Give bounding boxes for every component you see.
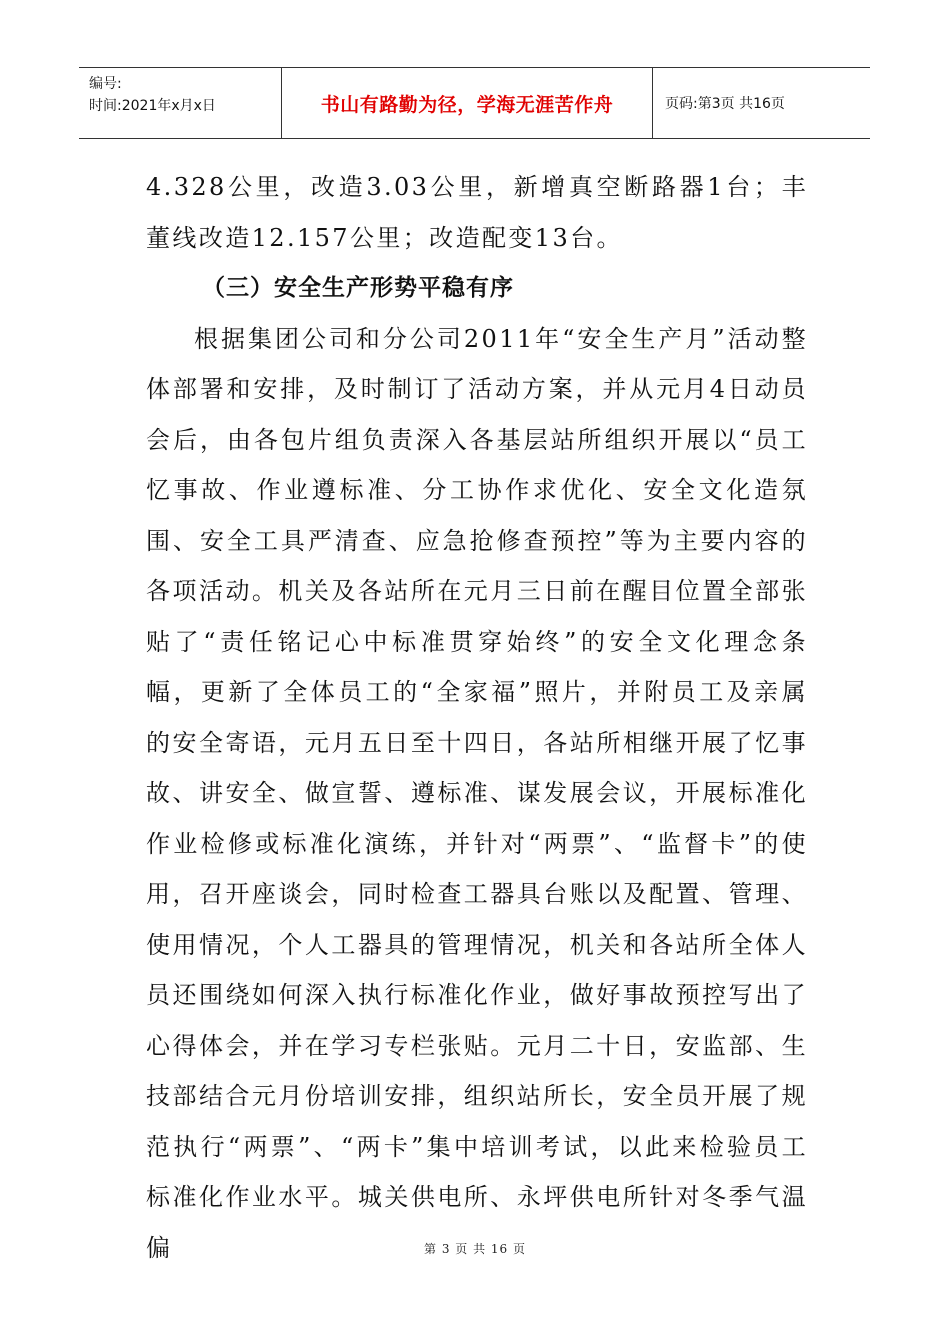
document-header	[79, 67, 870, 139]
document-body	[146, 162, 808, 1273]
serial-number-label: 编号:	[89, 76, 122, 92]
motto-text: 书山有路勤为径，学海无涯苦作舟	[320, 93, 614, 116]
section-heading: （三）安全生产形势平稳有序	[202, 275, 514, 301]
page-info: 页码:第3页 共16页	[665, 96, 785, 112]
page-footer: 第 3 页 共 16 页	[424, 1242, 526, 1256]
date-label: 时间:2021年x月x日	[89, 98, 216, 114]
header-motto-cell	[281, 68, 653, 138]
header-page-cell	[653, 68, 870, 138]
header-meta	[79, 68, 281, 138]
paragraph-safety-activities: 根据集团公司和分公司2011年“安全生产月”活动整体部署和安排，及时制订了活动方案，并从元月4日动员会后，由各包片组负责深入各基层站所组织开展以“员工忆事故、作业遵标准、分工协作求优化、安全文化造氛围、安全工具严清查、应急抢修查预控”等为主要内容的各项活动。机关及各站所在元月三日前在醒目位置全部张贴了“责任铭记心中标准贯穿始终”的安全文化理念条幅，更新了全体员工的“全家福”照片，并附员工及亲属的安全寄语，元月五日至十四日，各站所相继开展了忆事故、讲安全、做宣誓、遵标准、谋发展会议，开展标准化作业检修或标准化演练，并针对“两票”、“监督卡”的使用，召开座谈会，同时检查工器具台账以及配置、管理、使用情况，个人工器具的管理情况，机关和各站所全体人员还围绕如何深入执行标准化作业，做好事故预控写出了心得体会，并在学习专栏张贴。元月二十日，安监部、生技部结合元月份培训安排，组织站所长，安全员开展了规范执行“两票”、“两卡”集中培训考试，以此来检验员工标准化作业水平。城关供电所、永坪供电所针对冬季气温偏	[146, 324, 808, 1262]
paragraph-continued: 4.328公里，改造3.03公里，新增真空断路器1台；丰董线改造12.157公里；改造配变13台。	[146, 173, 808, 252]
